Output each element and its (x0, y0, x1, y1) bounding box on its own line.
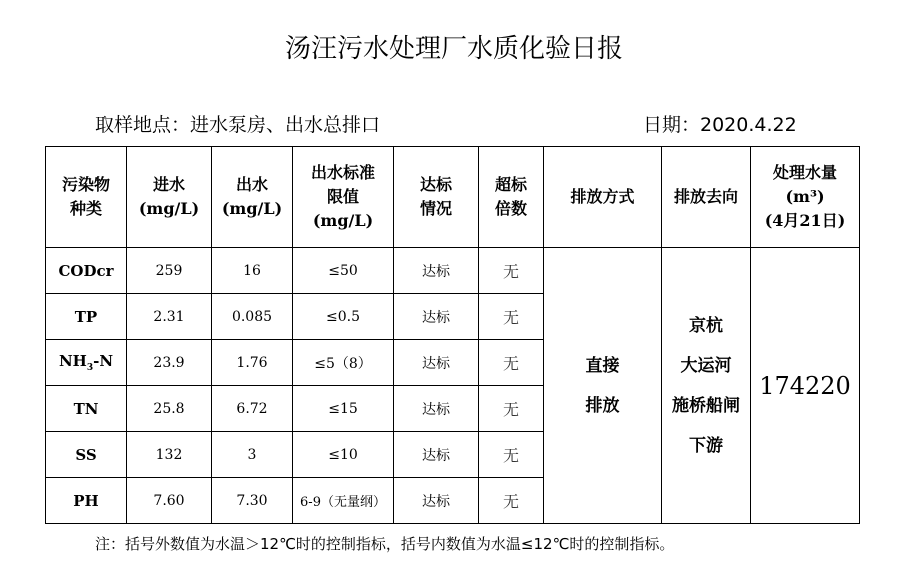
effluent-value: 7.30 (212, 478, 293, 524)
pollutant-name: CODcr (46, 248, 127, 294)
header-exceed-line2: 倍数 (494, 199, 527, 218)
header-compliance-line2: 情况 (419, 199, 452, 218)
header-compliance (394, 147, 479, 248)
destination-line3: 施桥船闸 (672, 395, 740, 416)
pollutant-name: SS (46, 432, 127, 478)
effluent-value: 3 (212, 432, 293, 478)
header-pollutant-line2: 种类 (69, 199, 102, 218)
header-limit-line2: 限值 (326, 187, 359, 206)
exceed-ratio: 无 (479, 340, 544, 386)
influent-value: 259 (127, 248, 212, 294)
header-exceed-line1: 超标 (494, 175, 527, 194)
header-volume-line3: (4月21日) (764, 211, 846, 230)
limit-value: ≤5（8） (293, 340, 394, 386)
pollutant-name (46, 340, 127, 386)
header-limit-line1: 出水标准 (310, 163, 375, 182)
header-row (46, 147, 860, 248)
header-pollutant (46, 147, 127, 248)
exceed-ratio: 无 (479, 478, 544, 524)
effluent-value: 6.72 (212, 386, 293, 432)
exceed-ratio: 无 (479, 248, 544, 294)
limit-value: ≤15 (293, 386, 394, 432)
exceed-ratio: 无 (479, 294, 544, 340)
effluent-value: 16 (212, 248, 293, 294)
header-limit (293, 147, 394, 248)
influent-value: 7.60 (127, 478, 212, 524)
pollutant-name: TN (46, 386, 127, 432)
destination-line2: 大运河 (680, 355, 732, 376)
influent-value: 23.9 (127, 340, 212, 386)
header-destination: 排放去向 (662, 147, 751, 248)
header-influent-line2: (mg/L) (138, 199, 200, 218)
table-row (46, 248, 860, 294)
header-influent-line1: 进水 (152, 175, 185, 194)
compliance-status: 达标 (394, 386, 479, 432)
discharge-destination (662, 248, 751, 524)
treated-volume: 174220 (751, 248, 860, 524)
discharge-method-line2: 排放 (585, 395, 620, 416)
header-exceed (479, 147, 544, 248)
influent-value: 2.31 (127, 294, 212, 340)
compliance-status: 达标 (394, 248, 479, 294)
pollutant-name-subscript: 3 (86, 363, 94, 373)
exceed-ratio: 无 (479, 432, 544, 478)
header-effluent-line1: 出水 (235, 175, 268, 194)
pollutant-name: TP (46, 294, 127, 340)
destination-line4: 下游 (689, 435, 723, 456)
discharge-method (544, 248, 662, 524)
header-volume-line2: (m³) (785, 187, 825, 206)
effluent-value: 0.085 (212, 294, 293, 340)
water-quality-table (45, 146, 860, 524)
header-compliance-line1: 达标 (419, 175, 452, 194)
report-title: 汤汪污水处理厂水质化验日报 (284, 34, 623, 64)
compliance-status: 达标 (394, 294, 479, 340)
footnote: 注：括号外数值为水温＞12℃时的控制指标，括号内数值为水温≤12℃时的控制指标。 (95, 535, 675, 553)
limit-value: ≤50 (293, 248, 394, 294)
header-effluent (212, 147, 293, 248)
header-limit-line3: (mg/L) (312, 211, 374, 230)
compliance-status: 达标 (394, 340, 479, 386)
header-effluent-line2: (mg/L) (221, 199, 283, 218)
pollutant-name: PH (46, 478, 127, 524)
limit-value: ≤0.5 (293, 294, 394, 340)
discharge-method-line1: 直接 (585, 355, 620, 376)
influent-value: 25.8 (127, 386, 212, 432)
compliance-status: 达标 (394, 478, 479, 524)
limit-value: 6-9（无量纲） (293, 478, 394, 524)
header-pollutant-line1: 污染物 (61, 175, 110, 194)
compliance-status: 达标 (394, 432, 479, 478)
exceed-ratio: 无 (479, 386, 544, 432)
influent-value: 132 (127, 432, 212, 478)
effluent-value: 1.76 (212, 340, 293, 386)
header-method: 排放方式 (544, 147, 662, 248)
header-influent (127, 147, 212, 248)
destination-line1: 京杭 (689, 315, 723, 336)
header-volume (751, 147, 860, 248)
pollutant-name-main: NH (58, 352, 87, 370)
report-date: 日期：2020.4.22 (643, 114, 797, 136)
limit-value: ≤10 (293, 432, 394, 478)
header-volume-line1: 处理水量 (772, 163, 837, 182)
sampling-location: 取样地点：进水泵房、出水总排口 (95, 114, 381, 136)
pollutant-name-tail: -N (93, 352, 114, 370)
